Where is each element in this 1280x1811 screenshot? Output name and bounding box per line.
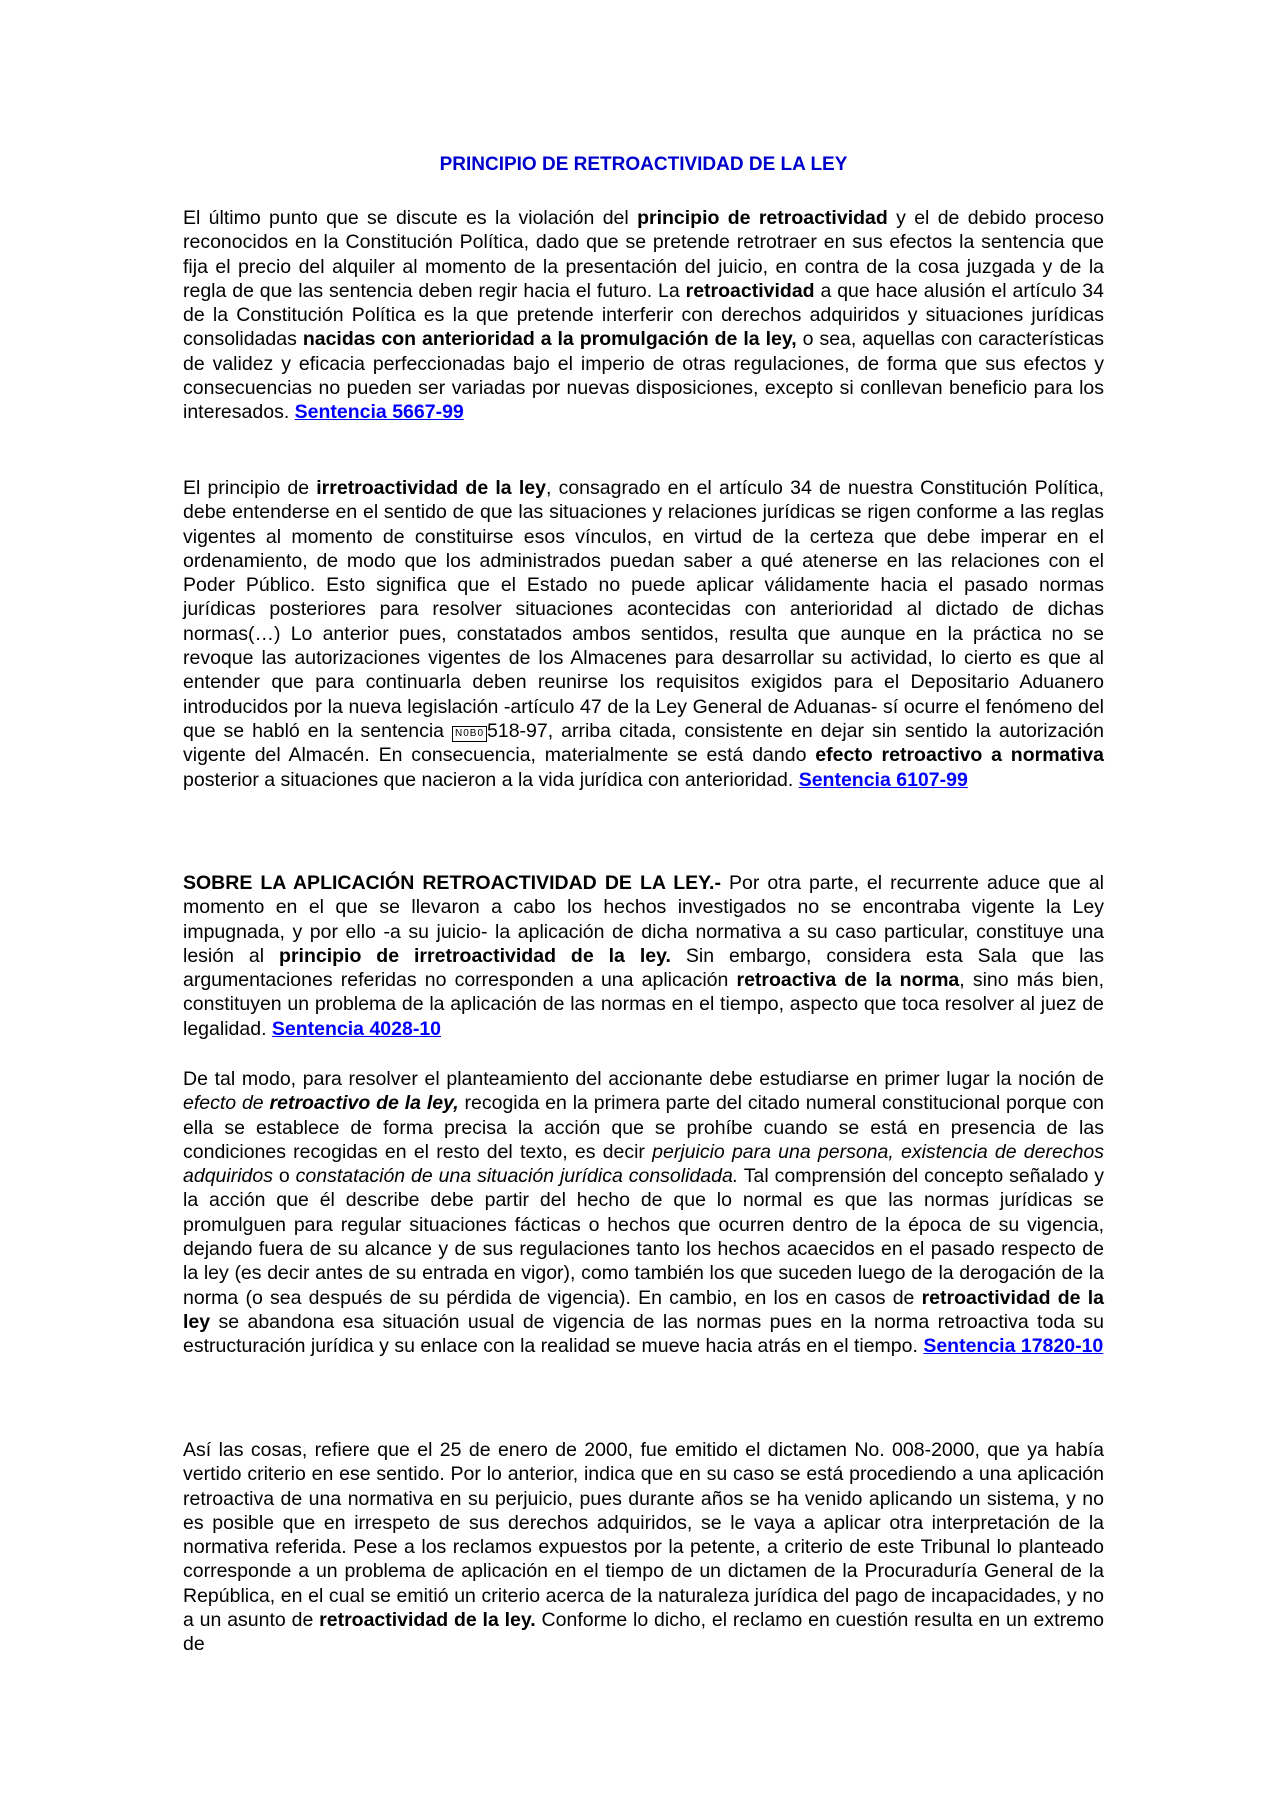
link-sentencia-6107-99[interactable]: Sentencia 6107-99 [798,768,968,791]
bold-run: retroactividad [685,279,815,302]
text-run: , sino más bien, constituyen un problema de la aplicación de las normas en el tiempo, aspecto que toca resolver al juez de legalidad. [183,969,1105,1040]
document-title: PRINCIPIO DE RETROACTIVIDAD DE LA LEY [439,154,848,175]
bold-run: nacidas con anterioridad a la promulgación de la ley, [302,328,797,351]
text-run: El principio de [183,477,317,499]
bold-run: retroactiva de la norma [736,969,960,992]
text-run: a que hace alusión el artículo 34 de la Constitución Política es la que pretende interferir con derechos adquiridos y situaciones jurídicas consolidadas [183,279,1104,351]
text-run: o sea, aquellas con características de validez y eficacia perfeccionadas bajo el imperio de otras regulaciones, de forma que sus efectos y consecuencias no pueden ser variadas por nuevas disposiciones, excepto si conllevan beneficio para los interesados. [183,328,1105,424]
link-sentencia-4028-10[interactable]: Sentencia 4028-10 [271,1017,442,1040]
text-run: 518-97, arriba citada, consistente en dejar sin sentido la autorización vigente del Almacén. En consecuencia, materialmente se está dando [183,719,1104,767]
bold-heading-run: SOBRE LA APLICACIÓN RETROACTIVIDAD DE LA LEY.- [183,872,721,894]
bold-run: retroactividad de la ley. [319,1609,536,1632]
text-run: o [272,1165,296,1188]
text-run: Por otra parte, el recurrente aduce que al momento en el que se llevaron a cabo los hechos investigados no se encontraba vigente la Ley impugnada, y por ello -a su juicio- la aplicación de dicha normativa a su caso particular, constituye una lesión al [183,872,1104,967]
form-field-box: N0B0 [452,726,487,742]
bold-run: efecto retroactivo a normativa [815,744,1104,767]
text-run: El último punto que se discute es la violación del [183,207,638,229]
italic-run: constatación de una situación jurídica consolidada. [295,1165,739,1188]
link-sentencia-5667-99[interactable]: Sentencia 5667-99 [294,401,464,424]
bold-run: principio de retroactividad [637,207,888,229]
text-run: Conforme lo dicho, el reclamo en cuestión resulta en un extremo de [183,1609,1104,1656]
text-run: Así las cosas, refiere que el 25 de enero de 2000, fue emitido el dictamen No. 008-2000, que ya había vertido criterio en ese sentido. Por lo anterior, indica que en su caso se está procediendo a una aplicación retroactiva de una normativa en su perjuicio, pues durante años se ha venido aplicando un sistema, y no es posible que en irrespeto de sus derechos adquiridos, se le vaya a aplicar otra interpretación de la normativa referida. Pese a los reclamos expuestos por la petente, a criterio de este Tribunal lo planteado corresponde a un problema de aplicación en el tiempo de un dictamen de la Procuraduría General de la República, en el cual se emitió un criterio acerca de la naturaleza jurídica del pago de incapacidades, y no a un asunto de [183,1439,1104,1632]
text-run: Sin embargo, considera esta Sala que las argumentaciones referidas no corresponden a una aplicación [183,944,1105,992]
italic-run: perjuicio para una persona, existencia de derechos adquiridos [183,1140,1105,1188]
italic-run: efecto de [183,1092,270,1115]
bold-run: irretroactividad de la ley [316,477,546,499]
text-run: recogida en la primera parte del citado numeral constitucional porque con ella se establece de forma precisa la acción que se prohíbe cuando se está en presencia de las condiciones recogidas en el resto del texto, es decir [183,1092,1105,1163]
text-run: De tal modo, para resolver el planteamiento del accionante debe estudiarse en primer lugar la noción de [183,1068,1104,1090]
paragraph-5 [183,1438,1104,1657]
bold-run: retroactividad de la ley [183,1286,1104,1333]
paragraph-1 [183,206,1104,425]
text-run: Tal comprensión del concepto señalado y la acción que él describe debe partir del hecho de que lo normal es que las normas jurídicas se promulguen para regular situaciones fácticas o hechos que ocurren dentro de la época de su vigencia, dejando fuera de su alcance y de sus regulaciones tanto los hechos acaecidos en el pasado respecto de la ley (es decir antes de su entrada en vigor), como también los que suceden luego de la derogación de la norma (o sea después de su pérdida de vigencia). En cambio, en los en casos de [183,1165,1104,1309]
paragraph-2 [183,476,1104,792]
text-run: , consagrado en el artículo 34 de nuestra Constitución Política, debe entenderse en el sentido de que las situaciones y relaciones jurídicas se rigen conforme a las reglas vigentes al momento de constituirse esos vínculos, en virtud de la certeza que debe imperar en el ordenamiento, de modo que los administrados puedan saber a qué atenerse en las relaciones con el Poder Público. Esto significa que el Estado no puede aplicar válidamente hacia el pasado normas jurídicas posteriores para resolver situaciones acontecidas con anterioridad al dictado de dichas normas(…) Lo anterior pues, constatados ambos sentidos, resulta que aunque en la práctica no se revoque las autorizaciones vigentes de los Almacenes para desarrollar su actividad, lo cierto es que al entender que para continuarla deben reunirse los requisitos exigidos para el Depositario Aduanero introducidos por la nueva legislación -artículo 47 de la Ley General de Aduanas- sí ocurre el fenómeno del que se habló en la sentencia [183,477,1104,742]
link-sentencia-17820-10[interactable]: Sentencia 17820-10 [923,1335,1104,1358]
bold-run: principio de irretroactividad de la ley. [279,944,671,967]
bold-italic-run: retroactivo de la ley, [269,1092,459,1115]
paragraph-4 [183,1067,1104,1359]
text-run: se abandona esa situación usual de vigencia de las normas pues en la norma retroactiva toda su estructuración jurídica y su enlace con la realidad se mueve hacia atrás en el tiempo. [183,1310,1104,1358]
text-run: posterior a situaciones que nacieron a la vida jurídica con anterioridad. [183,768,799,791]
paragraph-3 [183,871,1104,1041]
text-run: y el de debido proceso reconocidos en la Constitución Política, dado que se pretende retrotraer en sus efectos la sentencia que fija el precio del alquiler al momento de la presentación del juicio, en contra de la cosa juzgada y de la regla de que las sentencia deben regir hacia el futuro. La [183,207,1104,302]
